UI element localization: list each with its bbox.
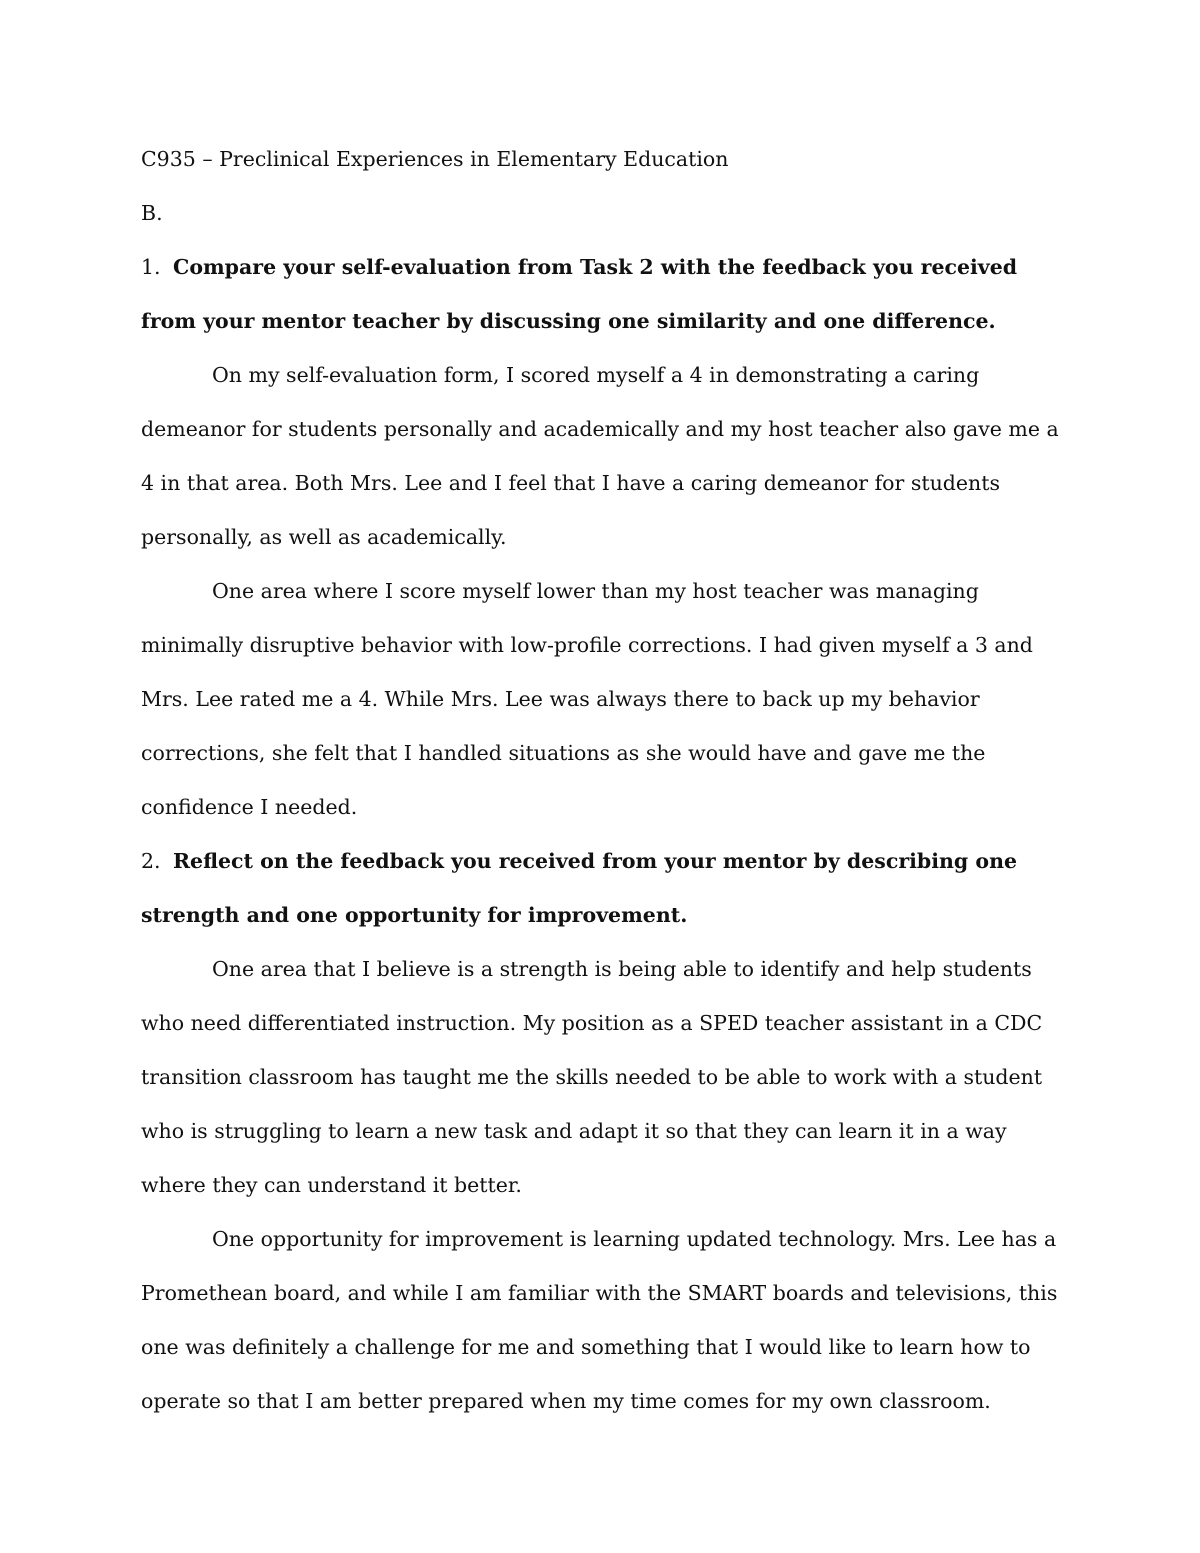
question-1-text: Compare your self-evaluation from Task 2 with the feedback you received from your mentor teacher by discussing one similarity and one difference. [141,255,1018,333]
question-1-number: 1. [141,255,161,279]
question-2-number: 2. [141,849,161,873]
answer-2-paragraph-1: One area that I believe is a strength is being able to identify and help students who need differentiated instruction. My position as a SPED teacher assistant in a CDC transition classroom has taught me the skills needed to be able to work with a student who is struggling to learn a new task and adapt it so that they can learn it in a way where they can understand it better. [141,957,1043,1197]
course-title: C935 – Preclinical Experiences in Elementary Education [141,147,729,171]
answer-1-paragraph-2: One area where I score myself lower than my host teacher was managing minimally disruptive behavior with low-profile corrections. I had given myself a 3 and Mrs. Lee rated me a 4. While Mrs. Lee was always there to back up my behavior corrections, she felt that I handled situations as she would have and gave me the confidence I needed. [141,579,1033,819]
question-1-prompt [141,240,1066,348]
section-label: B. [141,201,163,225]
question-2-prompt [141,834,1066,942]
answer-1-paragraph-1: On my self-evaluation form, I scored myself a 4 in demonstrating a caring demeanor for students personally and academically and my host teacher also gave me a 4 in that area. Both Mrs. Lee and I feel that I have a caring demeanor for students personally, as well as academically. [141,363,1059,549]
question-2-text: Reflect on the feedback you received from your mentor by describing one strength and one opportunity for improvement. [141,849,1018,927]
answer-2-paragraph-2: One opportunity for improvement is learning updated technology. Mrs. Lee has a Promethean board, and while I am familiar with the SMART boards and televisions, this one was definitely a challenge for me and something that I would like to learn how to operate so that I am better prepared when my time comes for my own classroom. [141,1227,1058,1413]
document-body [141,132,1066,1428]
